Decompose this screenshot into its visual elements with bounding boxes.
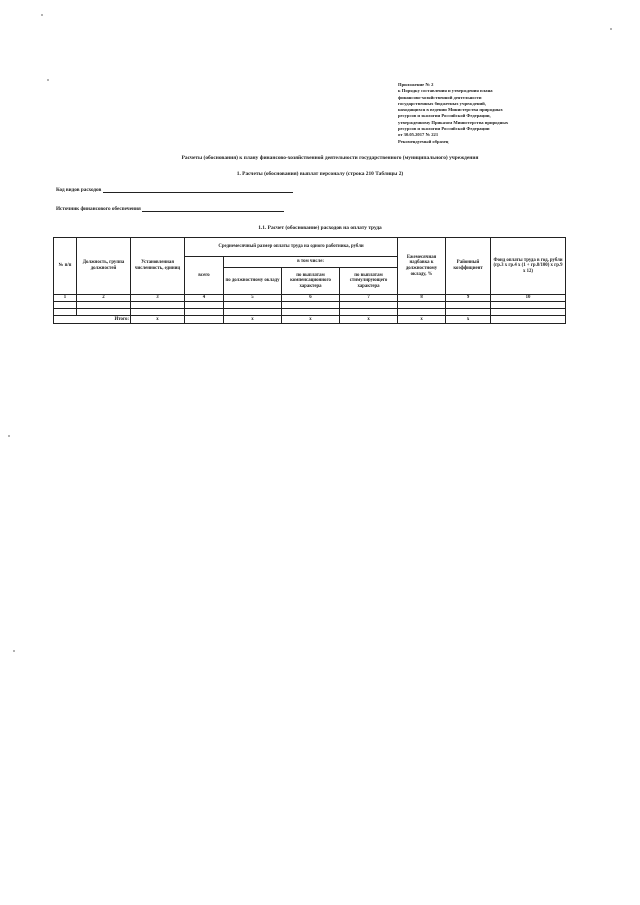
scan-speck: [8, 435, 10, 437]
expense-code-field: [56, 187, 293, 193]
table-cell: [224, 302, 282, 309]
table-cell: [340, 309, 398, 316]
table-cell: [185, 302, 224, 309]
funding-source-field: [56, 206, 284, 212]
total-row: [54, 316, 566, 324]
total-cell: [185, 316, 224, 324]
scan-speck: [13, 650, 15, 652]
table-cell: [398, 302, 446, 309]
expense-code-label: Код видов расходов: [56, 187, 102, 193]
funding-source-line: [142, 206, 284, 212]
total-cell: x: [224, 316, 282, 324]
column-number: 3: [131, 295, 185, 302]
funding-source-label: Источник финансового обеспечения: [56, 206, 141, 212]
table-cell: [491, 309, 566, 316]
section-title: 1. Расчеты (обоснования) выплат персоналу (строка 210 Таблицы 2): [236, 171, 404, 177]
appendix-line: Приложение № 2: [398, 82, 434, 87]
header-num: № п/п: [54, 238, 77, 295]
total-label: Итого:: [54, 316, 131, 324]
header-annual-fund: Фонд оплаты труда в год, рубли (гр.3 х гр.4 х (1 + гр.8/100) х гр.9 х 12): [491, 238, 566, 295]
appendix-line: финансово-хозяйственной деятельности: [398, 94, 482, 100]
table-cell: [77, 309, 131, 316]
table-cell: [185, 309, 224, 316]
table-cell: [491, 302, 566, 309]
column-number: 10: [491, 295, 566, 302]
subsection-title: 1.1. Расчет (обоснование) расходов на оплату труда: [258, 225, 382, 231]
appendix-line: утвержденному Приказом Министерства природных: [398, 119, 509, 125]
header-total: всего: [185, 257, 224, 295]
table-cell: [340, 302, 398, 309]
table-cell: [131, 309, 185, 316]
column-number: 5: [224, 295, 282, 302]
column-number: 4: [185, 295, 224, 302]
table-cell: [282, 309, 340, 316]
column-number: 7: [340, 295, 398, 302]
scan-speck: [610, 28, 612, 30]
total-cell: x: [131, 316, 185, 324]
appendix-line: от 30.05.2017 № 221: [398, 132, 439, 138]
header-including: в том числе:: [224, 257, 398, 268]
header-incentive: по выплатам стимулирующего характера: [340, 268, 398, 295]
table-cell: [54, 309, 77, 316]
appendix-line: ресурсов и экологии Российской Федерации: [398, 126, 490, 132]
table-cell: [282, 302, 340, 309]
total-cell: [491, 316, 566, 324]
appendix-line: государственных бюджетных учреждений,: [398, 100, 486, 106]
column-number: 9: [446, 295, 491, 302]
table-cell: [224, 309, 282, 316]
header-regional-coef: Районный коэффициент: [446, 238, 491, 295]
appendix-line: находящихся в ведении Министерства природных: [398, 107, 503, 113]
header-avg-pay: Среднемесячный размер оплаты труда на одного работника, рубли: [185, 238, 398, 257]
header-headcount: Установленная численность, единиц: [131, 238, 185, 295]
total-cell: x: [340, 316, 398, 324]
table-row: [54, 309, 566, 316]
salary-calculation-table: [53, 237, 566, 324]
table-cell: [54, 302, 77, 309]
column-number: 6: [282, 295, 340, 302]
total-cell: x: [398, 316, 446, 324]
total-cell: x: [446, 316, 491, 324]
table-row: [54, 302, 566, 309]
header-monthly-bonus: Ежемесячная надбавка к должностному окладу, %: [398, 238, 446, 295]
table-cell: [398, 309, 446, 316]
column-number: 1: [54, 295, 77, 302]
scan-speck: [47, 79, 49, 81]
table-cell: [131, 302, 185, 309]
table-cell: [446, 309, 491, 316]
appendix-line: Рекомендуемый образец: [398, 138, 449, 144]
table-cell: [446, 302, 491, 309]
appendix-note: [398, 82, 568, 145]
total-cell: x: [282, 316, 340, 324]
column-number-row: [54, 295, 566, 302]
appendix-line: к Порядку составления и утверждения плана: [398, 88, 493, 94]
document-title: Расчеты (обоснования) к плану финансово-хозяйственной деятельности государственного (муниципального) учреждения: [181, 155, 479, 161]
header-compensation: по выплатам компенсационного характера: [282, 268, 340, 295]
column-number: 2: [77, 295, 131, 302]
header-by-salary: по должностному окладу: [224, 268, 282, 295]
appendix-line: ресурсов и экологии Российской Федерации,: [398, 113, 491, 119]
table-header-row: [54, 238, 566, 257]
scan-speck: [41, 14, 43, 16]
header-position: Должность, группа должностей: [77, 238, 131, 295]
table-cell: [77, 302, 131, 309]
expense-code-line: [103, 187, 293, 193]
column-number: 8: [398, 295, 446, 302]
